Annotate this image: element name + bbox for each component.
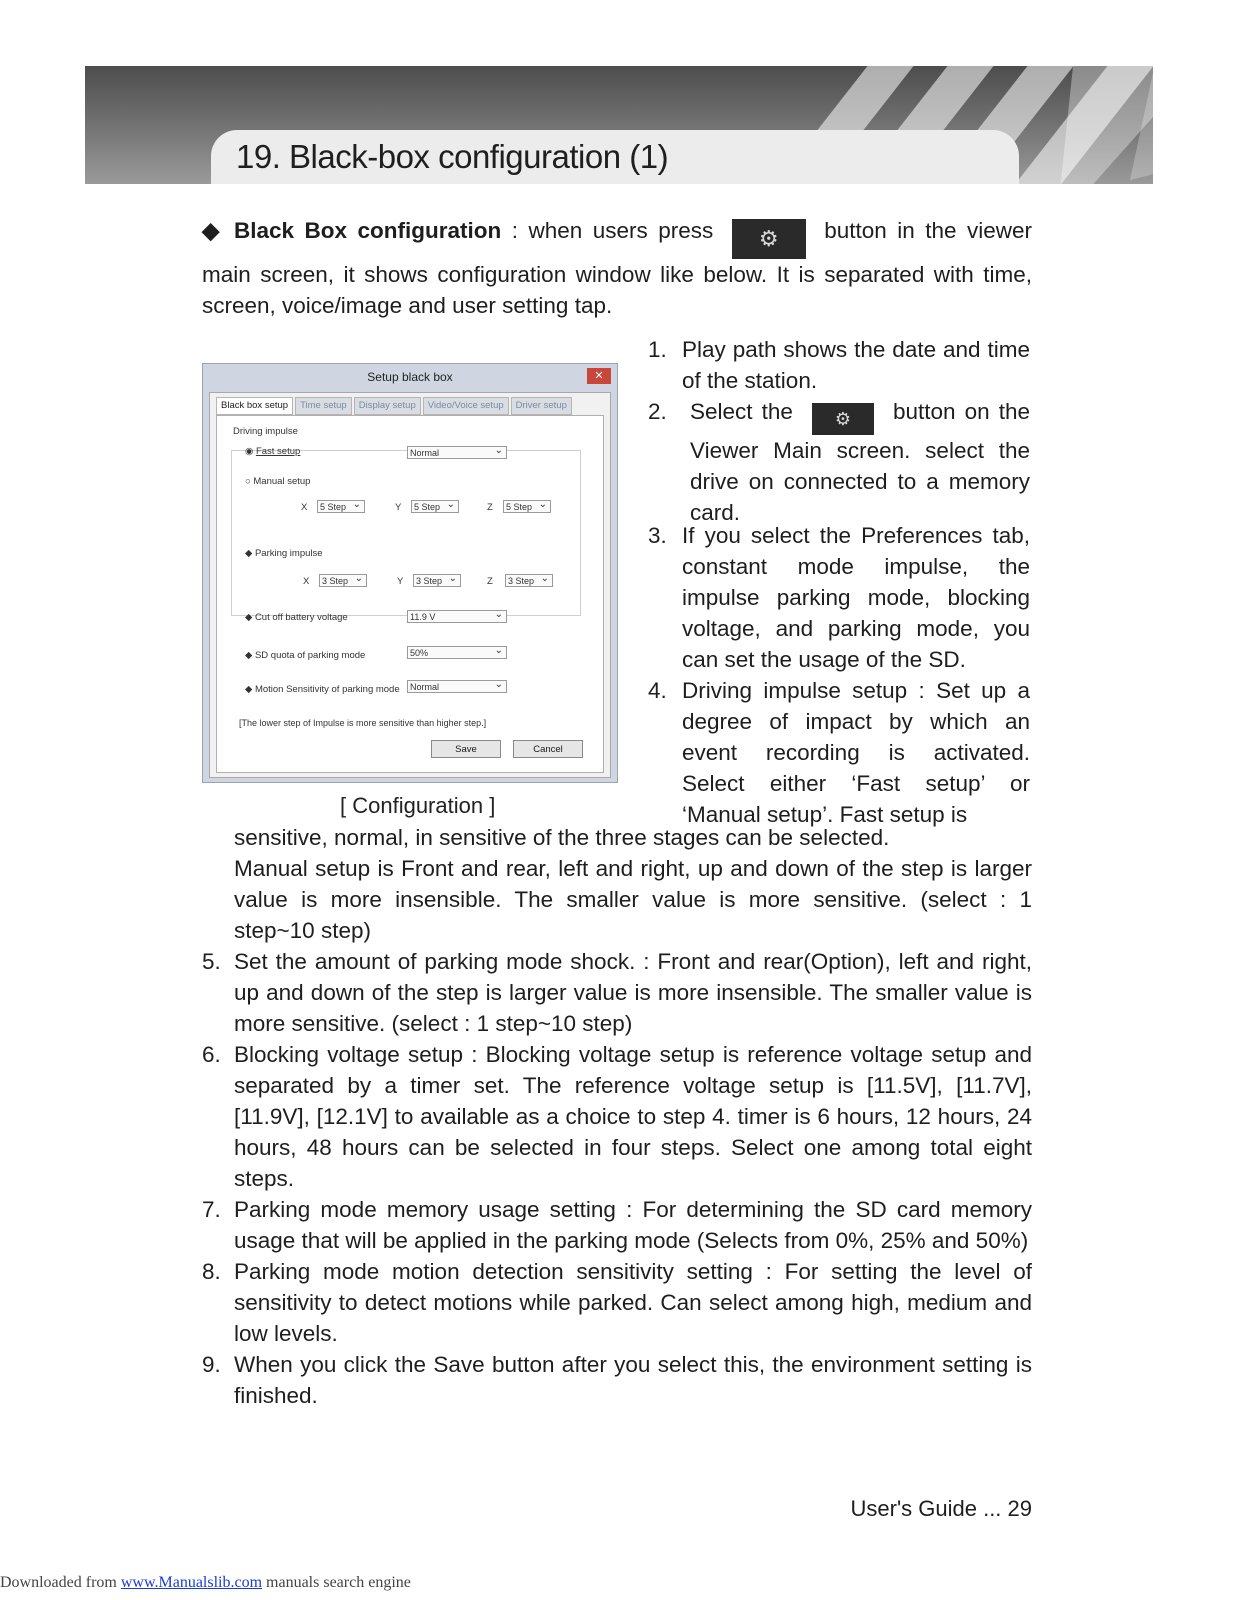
gear-icon: ⚙ [812,403,874,435]
list-item-6: 6. Blocking voltage setup : Blocking voltage setup is reference voltage setup and separated by a timer set. The reference voltage setup is [11.5V], [11.7V], [11.9V], [12.1V] to available as a choice to step 4. timer is 6 hours, 12 hours, 24 hours, 48 hours can be selected in four steps. Select one among total eight steps. [202,1042,1032,1191]
page-title: 19. Black-box configuration (1) [236,138,669,175]
tab-black-box-setup[interactable]: Black box setup [216,397,293,415]
dialog-tabs [216,397,572,415]
manual-x-select[interactable]: 5 Step ⌄ [317,500,365,513]
intro-bullet-label: ◆ Black Box configuration [202,218,502,243]
intro-paragraph [202,215,1032,321]
manual-x-label: X [301,502,308,513]
tab-time-setup[interactable]: Time setup [295,397,352,415]
dialog-body [209,392,611,778]
manualslib-link[interactable]: www.Manualslib.com [120,1574,263,1591]
tab-display-setup[interactable]: Display setup [354,397,421,415]
parking-impulse-label: ◆ Parking impulse [245,548,323,559]
manual-y-select[interactable]: 5 Step ⌄ [411,500,459,513]
park-z-select[interactable]: 3 Step ⌄ [505,574,553,587]
list-item-7: 7. Parking mode memory usage setting : For determining the SD card memory usage that will be applied in the parking mode (Selects from 0%, 25% and 50%) [202,1197,1032,1253]
figure-caption: [ Configuration ] [340,793,496,818]
park-x-select[interactable]: 3 Step ⌄ [319,574,367,587]
sd-quota-select[interactable]: 50% ⌄ [407,646,507,659]
cutoff-voltage-label: ◆ Cut off battery voltage [245,612,348,623]
manual-y-label: Y [395,502,402,513]
cancel-button[interactable]: Cancel [513,740,583,758]
motion-sensitivity-label: ◆ Motion Sensitivity of parking mode [245,684,400,695]
page-footer: User's Guide ... 29 [850,1496,1032,1521]
driving-impulse-label: Driving impulse [233,426,298,437]
setup-dialog-screenshot [202,363,618,783]
download-footer: Downloaded from www.Manualslib.com manuals search engine [0,1574,411,1591]
gear-icon: ⚙ [732,219,806,259]
park-y-label: Y [397,576,404,587]
tab-video-voice-setup[interactable]: Video/Voice setup [423,397,509,415]
driving-impulse-group [231,450,581,616]
impulse-note: [The lower step of Impulse is more sensitive than higher step.] [239,718,487,728]
close-icon[interactable]: ✕ [587,368,611,384]
park-z-label: Z [487,576,493,587]
manual-setup-radio[interactable]: ○ Manual setup [245,476,311,487]
list-item-5: 5. Set the amount of parking mode shock. : Front and rear(Option), left and right, up and down of the step is larger value is more insensible. The smaller value is more sensitive. (select : 1 step~10 step) [202,949,1032,1036]
body-list [202,822,1032,1411]
manual-z-label: Z [487,502,493,513]
park-x-label: X [303,576,310,587]
list-item-2: 2. Select the ⚙ button on the Viewer Main screen. select the drive on connected to a memory card. [648,399,1030,525]
fast-setup-select[interactable]: Normal ⌄ [407,446,507,459]
cutoff-voltage-select[interactable]: 11.9 V ⌄ [407,610,507,623]
intro-text-2: button in the viewer main screen, it shows configuration window like below. It is separated with time, screen, voice/image and user setting tap. [202,218,1032,318]
save-button[interactable]: Save [431,740,501,758]
intro-text-1: : when users press [501,218,724,243]
motion-sensitivity-select[interactable]: Normal ⌄ [407,680,507,693]
sd-quota-label: ◆ SD quota of parking mode [245,650,366,661]
fast-setup-radio[interactable]: ◉ Fast setup [245,446,301,457]
list-item-8: 8. Parking mode motion detection sensitivity setting : For setting the level of sensitivity to detect motions while parked. Can select among high, medium and low levels. [202,1259,1032,1346]
list-item-1: 1. Play path shows the date and time of the station. [648,337,1030,393]
tab-driver-setup[interactable]: Driver setup [511,397,572,415]
item-4-manual: Manual setup is Front and rear, left and right, up and down of the step is larger value is more insensible. The smaller value is more sensitive. (select : 1 step~10 step) [234,856,1032,943]
manual-z-select[interactable]: 5 Step ⌄ [503,500,551,513]
dialog-title: Setup black box [367,370,453,384]
list-item-3: 3. If you select the Preferences tab, constant mode impulse, the impulse parking mode, blocking voltage, and parking mode, you can set the usage of the SD. [648,523,1030,672]
item-4-continued: sensitive, normal, in sensitive of the three stages can be selected. [234,825,890,850]
list-item-4: 4. Driving impulse setup : Set up a degree of impact by which an event recording is activated. Select either ‘Fast setup’ or ‘Manual setup’. Fast setup is [648,678,1030,827]
dialog-panel [216,415,604,773]
list-item-9: 9. When you click the Save button after you select this, the environment setting is finished. [202,1352,1032,1408]
park-y-select[interactable]: 3 Step ⌄ [413,574,461,587]
